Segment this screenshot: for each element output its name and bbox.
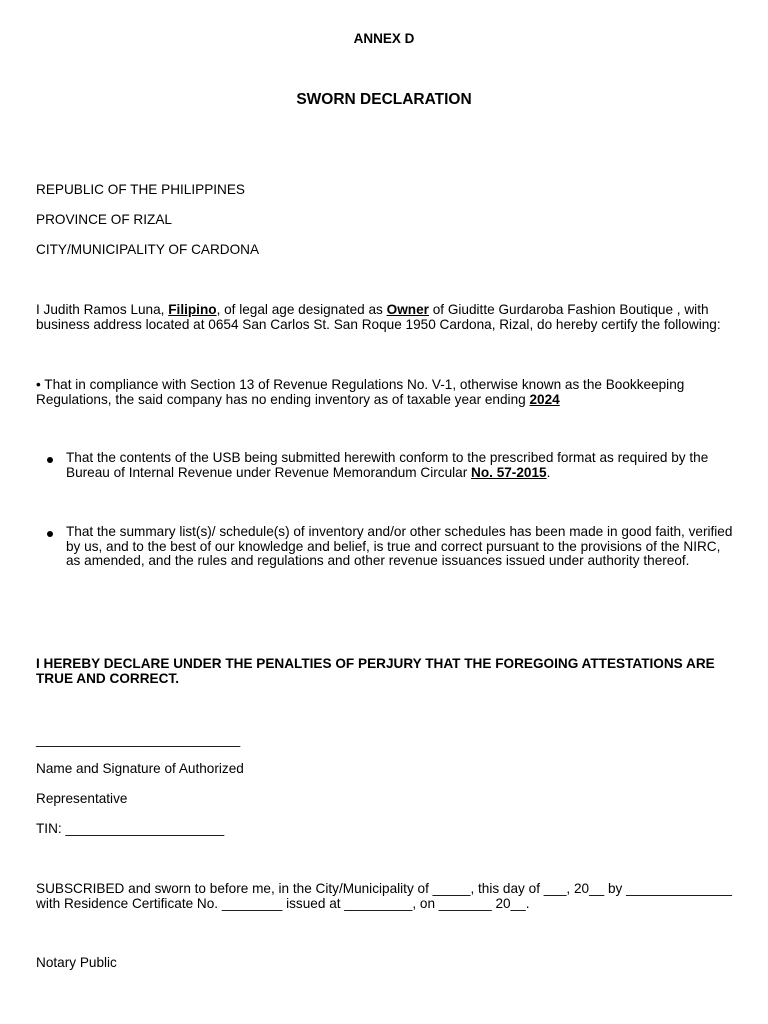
signature-line: ___________________________ — [36, 732, 241, 747]
document-title: SWORN DECLARATION — [296, 91, 472, 108]
subscribed-paragraph: SUBSCRIBED and sworn to before me, in the City/Municipality of _____, this day of ___, 20__ by ______________ with Residence Certificate No. ________ issued at _________, on _______ 20__. — [36, 881, 732, 911]
intro-text-1: I Judith Ramos Luna, — [36, 302, 169, 317]
annex-label: ANNEX D — [353, 31, 415, 46]
signature-name-label: Name and Signature of Authorized — [36, 761, 244, 776]
statement-1 — [36, 377, 736, 407]
intro-paragraph — [36, 302, 736, 332]
bullet-1-tail: . — [546, 464, 551, 480]
venue-province: PROVINCE OF RIZAL — [36, 212, 172, 227]
intro-text-3: of Giuditte Gurdaroba Fashion Boutique , with business address located at 0654 San Carlos St. San Roque 1950 Cardona, Rizal, do hereby certify the following: — [36, 302, 721, 332]
designation: Owner — [386, 302, 429, 317]
bullet-item-1 — [66, 451, 736, 480]
nationality: Filipino — [168, 302, 217, 317]
bullet-dot — [47, 457, 53, 463]
notary-public: Notary Public — [36, 955, 117, 970]
tin-field: TIN: _____________________ — [36, 821, 225, 836]
statement-1-text: • That in compliance with Section 13 of Revenue Regulations No. V-1, otherwise known as the Bookkeeping Regulations, the said company has no ending inventory as of taxable year ending — [36, 377, 685, 407]
perjury-declaration: I HEREBY DECLARE UNDER THE PENALTIES OF PERJURY THAT THE FOREGOING ATTESTATIONS ARE TRUE AND CORRECT. — [36, 656, 715, 686]
signature-representative: Representative — [36, 791, 128, 806]
bullet-dot — [47, 531, 53, 537]
taxable-year: 2024 — [529, 392, 560, 407]
venue-city: CITY/MUNICIPALITY OF CARDONA — [36, 242, 260, 257]
bullet-1-text: That the contents of the USB being submitted herewith conform to the prescribed format as required by the Bureau of Internal Revenue under Revenue Memorandum Circular — [66, 450, 709, 480]
venue-republic: REPUBLIC OF THE PHILIPPINES — [36, 182, 245, 197]
intro-text-2: , of legal age designated as — [216, 302, 387, 317]
bullet-item-2: That the summary list(s)/ schedule(s) of inventory and/or other schedules has been made in good faith, verified by us, and to the best of our knowledge and belief, is true and correct pursuant to the provisions of the NIRC, as amended, and the rules and regulations and other revenue issuances issued under authority thereof. — [66, 524, 733, 569]
rmc-number: No. 57-2015 — [471, 464, 547, 480]
